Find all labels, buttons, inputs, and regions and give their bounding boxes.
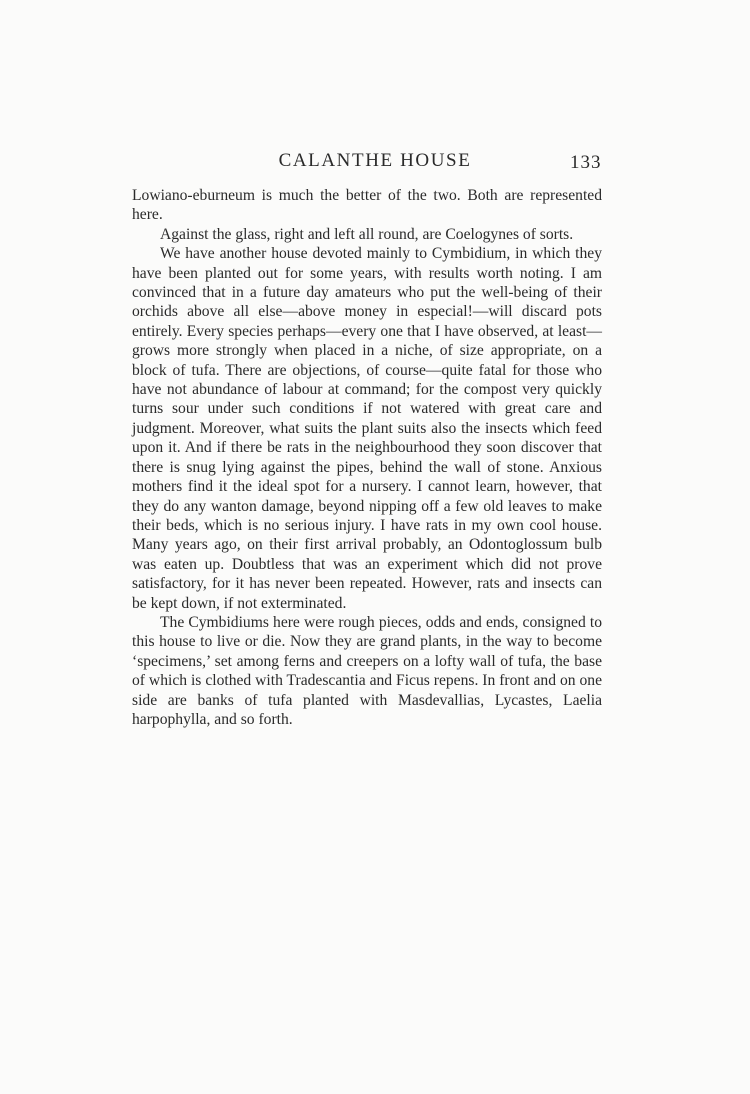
page-number: 133	[570, 152, 602, 173]
paragraph-coelogynes: Against the glass, right and left all round, are Coelogynes of sorts.	[160, 225, 574, 243]
body-text	[132, 186, 602, 729]
running-title: CALANTHE HOUSE	[278, 150, 472, 171]
running-head	[0, 150, 750, 180]
paragraph-continuation: Lowiano-eburneum is much the better of the two. Both are represented here.	[132, 187, 602, 224]
paragraph-cymbidium-house: We have another house devoted mainly to Cymbidium, in which they have been planted out for some years, with results worth noting. I am convinced that in a future day amateurs who put the well-being of their orchids above all else—above money in especial!—will discard pots entirely. Every species perhaps—every one that I have observed, at least—grows more strongly when placed in a niche, of size appropriate, on a block of tufa. There are objections, of course—quite fatal for those who have not abundance of labour at command; for the compost very quickly turns sour under such conditions if not watered with great care and judgment. Moreover, what suits the plant suits also the insects which feed upon it. And if there be rats in the neighbourhood they soon discover that there is snug lying against the pipes, behind the wall of stone. Anxious mothers find it the ideal spot for a nursery. I cannot learn, however, that they do any wanton damage, beyond nipping off a few old leaves to make their beds, which is no serious injury. I have rats in my own cool house. Many years ago, on their first arrival probably, an Odontoglossum bulb was eaten up. Doubtless that was an experiment which did not prove satisfactory, for it has never been repeated. However, rats and insects can be kept down, if not exterminated.	[132, 245, 602, 612]
paragraph-cymbidiums: The Cymbidiums here were rough pieces, odds and ends, consigned to this house to live or die. Now they are grand plants, in the way to become ‘specimens,’ set among ferns and creepers on a lofty wall of tufa, the base of which is clothed with Tradescantia and Ficus repens. In front and on one side are banks of tufa planted with Masdevallias, Lycastes, Laelia harpophylla, and so forth.	[132, 613, 602, 728]
